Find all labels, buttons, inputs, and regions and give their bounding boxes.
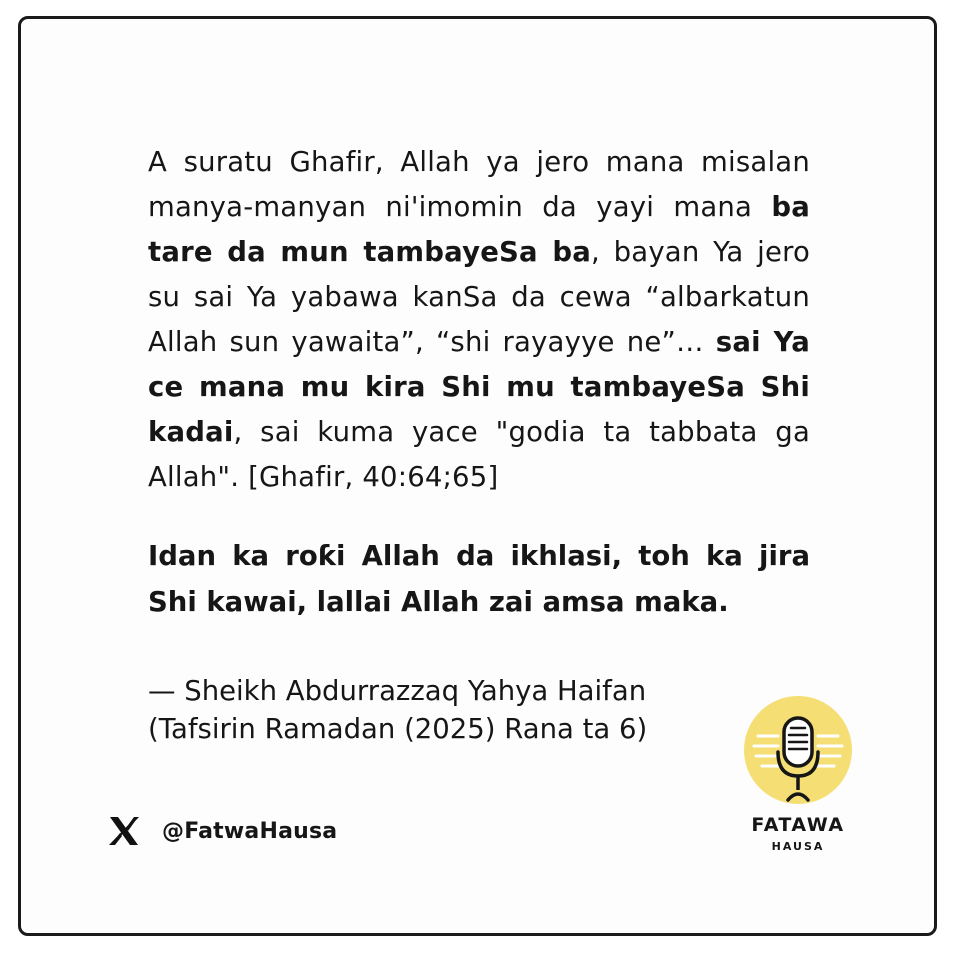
- attribution-speaker: — Sheikh Abdurrazzaq Yahya Haifan: [148, 675, 647, 707]
- fatawa-hausa-logo: [738, 696, 858, 866]
- microphone-icon: [744, 696, 852, 804]
- quote-bold-2: sai Ya ce mana mu kira Shi mu tambayeSa Shi kadai: [148, 326, 810, 448]
- attribution: [148, 672, 708, 748]
- social-handle-link[interactable]: [108, 813, 337, 849]
- x-logo-icon: [108, 815, 140, 847]
- quote-text-3: , sai kuma yace "godia ta tabbata ga Allah". [Ghafir, 40:64;65]: [148, 416, 810, 493]
- quote-text-1: A suratu Ghafir, Allah ya jero mana misalan manya-manyan ni'imomin da yayi mana: [148, 146, 810, 223]
- quote-paragraph: [148, 140, 810, 500]
- logo-subtitle: HAUSA: [771, 840, 825, 853]
- social-handle-text: @FatwaHausa: [162, 818, 338, 844]
- conclusion-text: Idan ka roƙi Allah da ikhlasi, toh ka jira Shi kawai, lallai Allah zai amsa maka.: [148, 540, 810, 618]
- logo-title: FATAWA: [751, 814, 845, 836]
- quote-text-2: , bayan Ya jero su sai Ya yabawa kanSa da cewa “albarkatun Allah sun yawaita”, “shi rayayye ne”…: [148, 236, 810, 358]
- attribution-source: (Tafsirin Ramadan (2025) Rana ta 6): [148, 713, 648, 745]
- quote-bold-1: ba tare da mun tambayeSa ba: [148, 191, 810, 268]
